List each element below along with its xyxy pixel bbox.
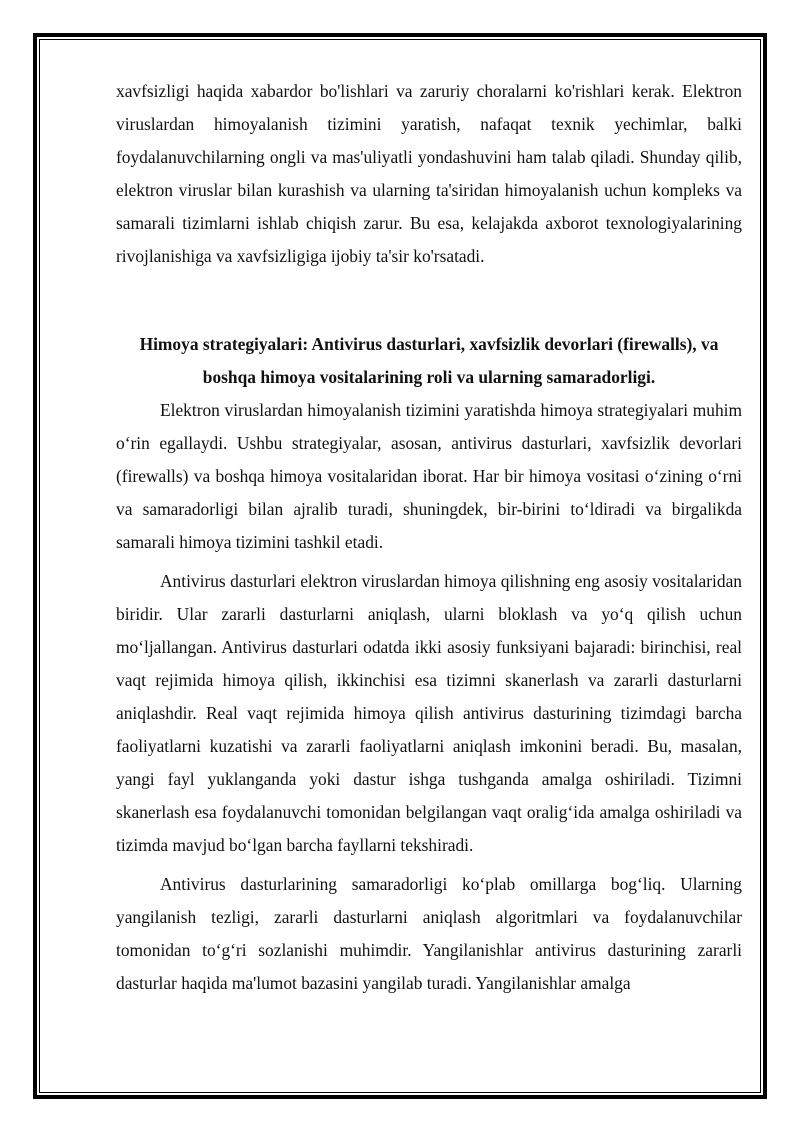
body-paragraph-1: Elektron viruslardan himoyalanish tizimini yaratishda himoya strategiyalari muhim o‘rin egallaydi. Ushbu strategiyalar, asosan, antivirus dasturlari, xavfsizlik devorlari (firewalls) va boshqa himoya vositalaridan iborat. Har bir himoya vositasi o‘zining o‘rni va samaradorligi bilan ajralib turadi, shuningdek, bir-birini to‘ldiradi va birgalikda samarali himoya tizimini tashkil etadi.: [116, 400, 742, 552]
document-body: [116, 75, 742, 1000]
section-heading: Himoya strategiyalari: Antivirus dasturlari, xavfsizlik devorlari (firewalls), va boshqa himoya vositalarining roli va ularning samaradorligi.: [139, 334, 719, 387]
body-paragraph-2: Antivirus dasturlari elektron viruslardan himoya qilishning eng asosiy vositalaridan biridir. Ular zararli dasturlarni aniqlash, ularni bloklash va yo‘q qilish uchun mo‘ljallangan. Antivirus dasturlari odatda ikki asosiy funksiyani bajaradi: birinchisi, real vaqt rejimida himoya qilish, ikkinchisi esa tizimni skanerlash va zararli dasturlarni aniqlashdir. Real vaqt rejimida himoya qilish antivirus dasturining tizimdagi barcha faoliyatlarni kuzatishi va zararli faoliyatlarni aniqlash imkonini beradi. Bu, masalan, yangi fayl yuklanganda yoki dastur ishga tushganda amalga oshiriladi. Tizimni skanerlash esa foydalanuvchi tomonidan belgilangan vaqt oralig‘ida amalga oshiriladi va tizimda mavjud bo‘lgan barcha fayllarni tekshiradi.: [116, 571, 742, 855]
intro-paragraph: xavfsizligi haqida xabardor bo'lishlari va zaruriy choralarni ko'rishlari kerak. Elektron viruslardan himoyalanish tizimini yaratish, nafaqat texnik yechimlar, balki foydalanuvchilarning ongli va mas'uliyatli yondashuvini ham talab qiladi. Shunday qilib, elektron viruslar bilan kurashish va ularning ta'siridan himoyalanish uchun kompleks va samarali tizimlarni ishlab chiqish zarur. Bu esa, kelajakda axborot texnologiyalarining rivojlanishiga va xavfsizligiga ijobiy ta'sir ko'rsatadi.: [116, 81, 742, 266]
body-paragraph-3: Antivirus dasturlarining samaradorligi ko‘plab omillarga bog‘liq. Ularning yangilanish tezligi, zararli dasturlarni aniqlash algoritmlari va foydalanuvchilar tomonidan to‘g‘ri sozlanishi muhimdir. Yangilanishlar antivirus dasturining zararli dasturlar haqida ma'lumot bazasini yangilab turadi. Yangilanishlar amalga: [116, 874, 742, 993]
